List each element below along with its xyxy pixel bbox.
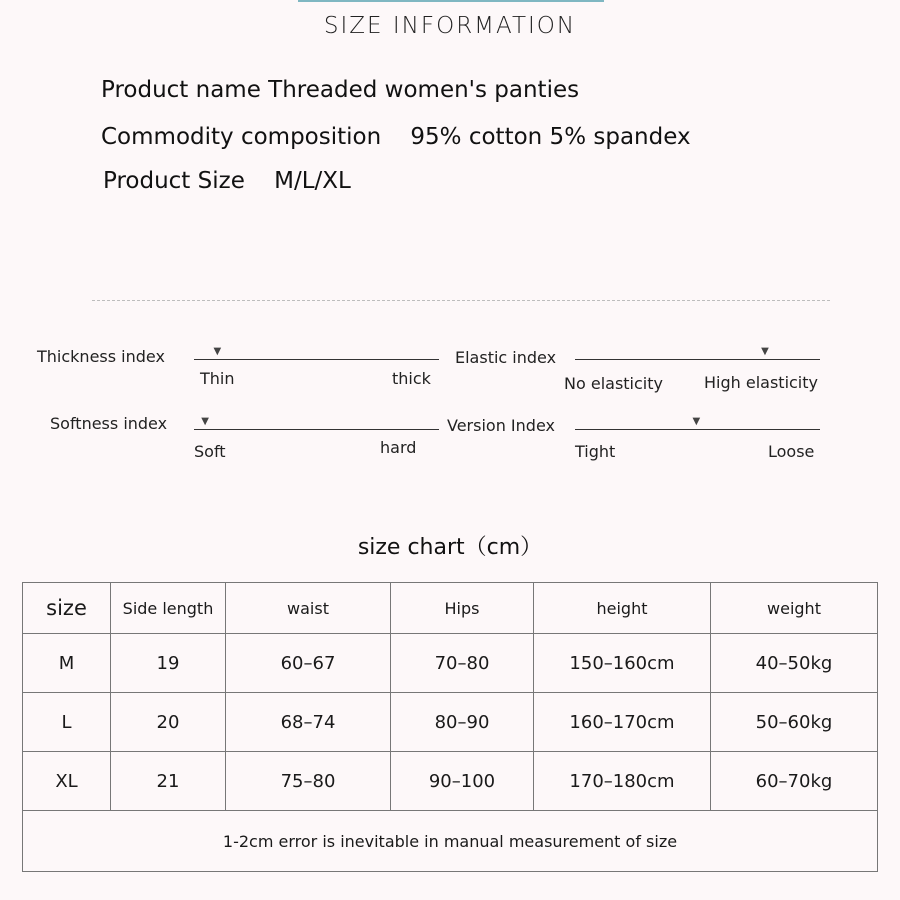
- version-index-scale: [575, 429, 820, 430]
- thickness-low-label: Thin: [200, 369, 235, 388]
- version-high-label: Loose: [768, 442, 815, 461]
- thickness-high-label: thick: [392, 369, 431, 388]
- thickness-index-scale: [194, 359, 439, 360]
- top-accent-bar: [298, 0, 604, 2]
- table-cell: 60–70kg: [711, 752, 878, 811]
- thickness-index-marker: ▼: [213, 346, 222, 357]
- composition-line: Commodity composition 95% cotton 5% spandex: [101, 124, 691, 150]
- table-cell: M: [23, 634, 111, 693]
- elastic-high-label: High elasticity: [704, 373, 818, 392]
- version-index-marker: ▼: [692, 416, 701, 427]
- table-cell: 40–50kg: [711, 634, 878, 693]
- table-cell: 75–80: [226, 752, 391, 811]
- softness-index-label: Softness index: [50, 414, 168, 433]
- divider: [92, 300, 830, 301]
- size-table: [22, 582, 878, 872]
- softness-index-marker: ▼: [201, 416, 209, 427]
- elastic-index-marker: ▼: [761, 346, 769, 357]
- version-low-label: Tight: [575, 442, 616, 461]
- table-cell: 90–100: [391, 752, 534, 811]
- header-hips: Hips: [391, 583, 534, 634]
- table-cell: XL: [23, 752, 111, 811]
- table-cell: L: [23, 693, 111, 752]
- table-cell: 80–90: [391, 693, 534, 752]
- header-weight: weight: [711, 583, 878, 634]
- thickness-index-label: Thickness index: [37, 347, 165, 366]
- elastic-index-scale: [575, 359, 820, 360]
- header-size: size: [23, 583, 111, 634]
- table-cell: 160–170cm: [534, 693, 711, 752]
- table-cell: 150–160cm: [534, 634, 711, 693]
- table-header-row: [23, 583, 878, 634]
- version-index-label: Version Index: [447, 416, 555, 435]
- product-size-line: Product Size M/L/XL: [103, 168, 351, 194]
- table-note-row: [23, 811, 878, 872]
- table-row: [23, 693, 878, 752]
- table-cell: 20: [111, 693, 226, 752]
- table-cell: 70–80: [391, 634, 534, 693]
- measurement-note: 1-2cm error is inevitable in manual measurement of size: [23, 811, 878, 872]
- elastic-index-label: Elastic index: [455, 348, 557, 367]
- table-cell: 50–60kg: [711, 693, 878, 752]
- table-cell: 60–67: [226, 634, 391, 693]
- table-cell: 21: [111, 752, 226, 811]
- softness-index-scale: [194, 429, 439, 430]
- table-row: [23, 752, 878, 811]
- table-cell: 170–180cm: [534, 752, 711, 811]
- size-chart-title: size chart（cm）: [357, 535, 543, 560]
- header-side-length: Side length: [111, 583, 226, 634]
- header-waist: waist: [226, 583, 391, 634]
- elastic-low-label: No elasticity: [564, 374, 663, 393]
- softness-high-label: hard: [380, 438, 417, 457]
- section-title: SIZE INFORMATION: [323, 13, 577, 39]
- header-height: height: [534, 583, 711, 634]
- table-cell: 19: [111, 634, 226, 693]
- softness-low-label: Soft: [194, 442, 226, 461]
- product-name-line: Product name Threaded women's panties: [101, 77, 580, 103]
- table-row: [23, 634, 878, 693]
- table-cell: 68–74: [226, 693, 391, 752]
